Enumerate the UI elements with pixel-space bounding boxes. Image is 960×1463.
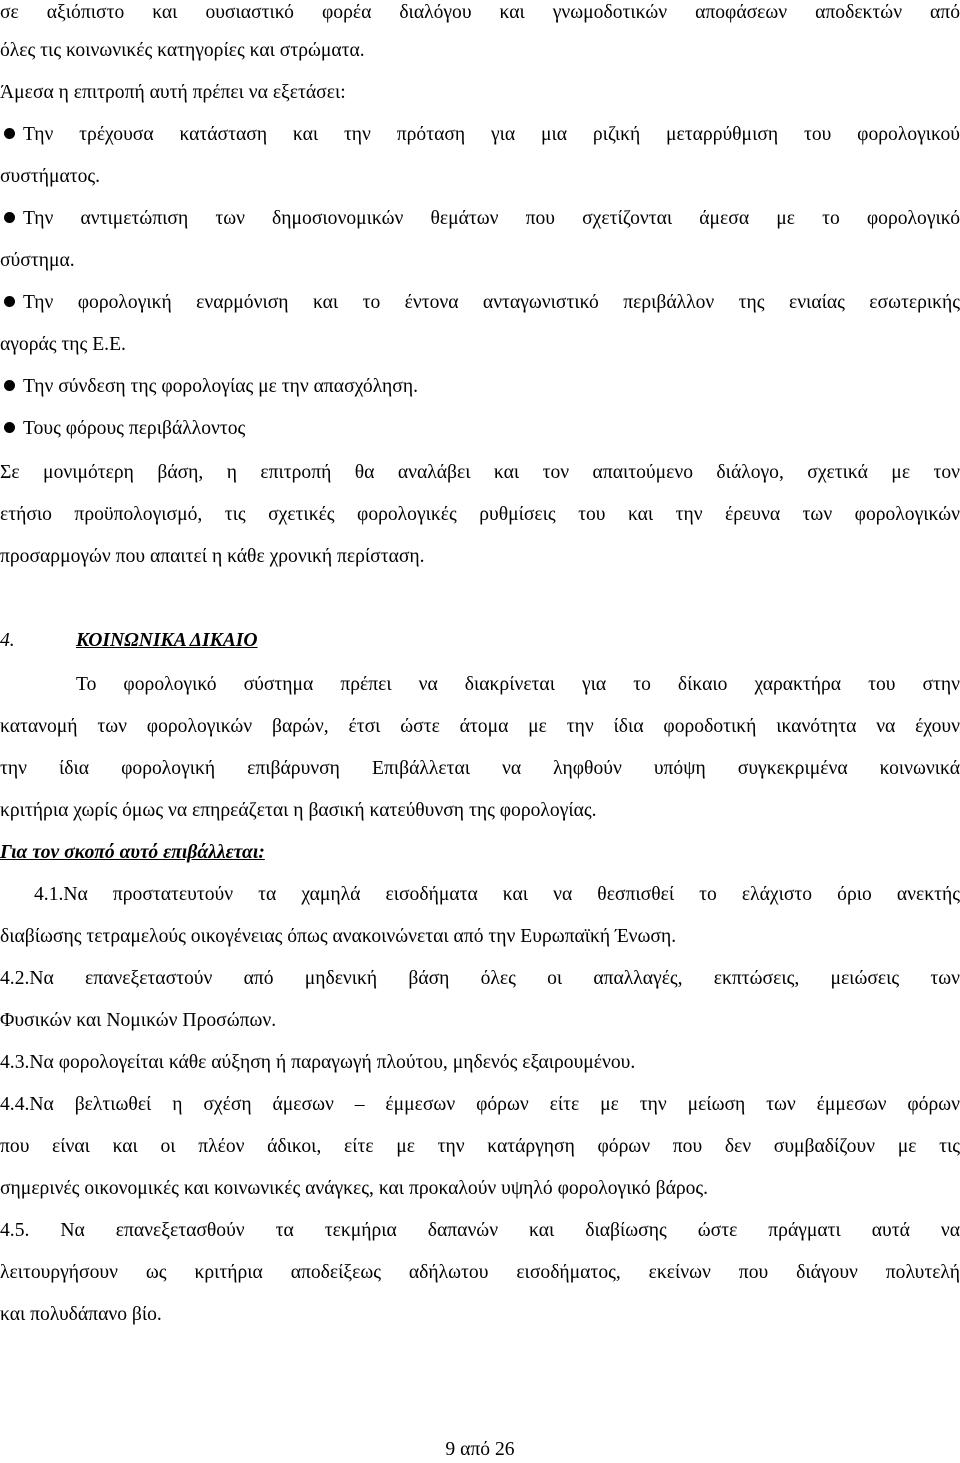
list-item: 4.1.Να προστατευτούν τα χαμηλά εισοδήματα και να θεσπισθεί το ελάχιστο όριο ανεκτής <box>34 884 960 905</box>
intro-line: Άμεσα η επιτροπή αυτή πρέπει να εξετάσει: <box>0 82 346 103</box>
bullet-text: Την τρέχουσα κατάσταση και την πρόταση για μια ριζική μεταρρύθμιση του φορολογικού <box>23 124 960 145</box>
bullet-item <box>0 206 960 232</box>
purpose-heading-text: Για τον σκοπό αυτό επιβάλλεται: <box>0 842 265 863</box>
bullet-text: Την αντιμετώπιση των δημοσιονομικών θεμάτων που σχετίζονται άμεσα με το φορολογικό <box>23 208 960 229</box>
section-title: ΚΟΙΝΩΝΙΚΑ ΔΙΚΑΙΟ <box>76 630 258 651</box>
bullet-text: Την φορολογική εναρμόνιση και το έντονα ανταγωνιστικό περιβάλλον της ενιαίας εσωτερικής <box>23 292 960 313</box>
list-item-continuation: που είναι και οι πλέον άδικοι, είτε με την κατάργηση φόρων που δεν συμβαδίζουν με τις <box>0 1136 960 1157</box>
paragraph-line: κριτήρια χωρίς όμως να επηρεάζεται η βασική κατεύθυνση της φορολογίας. <box>0 800 597 821</box>
bullet-item <box>0 122 960 148</box>
list-item-continuation: και πολυδάπανο βίο. <box>0 1304 162 1325</box>
bullet-dot-icon <box>4 128 15 139</box>
list-item-continuation: διαβίωσης τετραμελούς οικογένειας όπως ανακοινώνεται από την Ευρωπαϊκή Ένωση. <box>0 926 677 947</box>
bullet-continuation: συστήματος. <box>0 166 101 187</box>
list-item: 4.4.Να βελτιωθεί η σχέση άμεσων – έμμεσων φόρων είτε με την μείωση των έμμεσων φόρων <box>0 1094 960 1115</box>
bullet-dot-icon <box>4 422 15 433</box>
bullet-item <box>0 416 960 442</box>
list-item: 4.2.Να επανεξεταστούν από μηδενική βάση όλες οι απαλλαγές, εκπτώσεις, μειώσεις των <box>0 968 960 989</box>
bullet-dot-icon <box>4 296 15 307</box>
list-item: 4.3.Να φορολογείται κάθε αύξηση ή παραγωγή πλούτου, μηδενός εξαιρουμένου. <box>0 1052 636 1073</box>
list-item-continuation: Φυσικών και Νομικών Προσώπων. <box>0 1010 277 1031</box>
paragraph-line: προσαρμογών που απαιτεί η κάθε χρονική περίσταση. <box>0 546 425 567</box>
paragraph-line: Το φορολογικό σύστημα πρέπει να διακρίνεται για το δίκαιο χαρακτήρα του στην <box>76 674 960 695</box>
bullet-text: Τους φόρους περιβάλλοντος <box>23 418 246 439</box>
list-item-continuation: λειτουργήσουν ως κριτήρια αποδείξεως αδήλωτου εισοδήματος, εκείνων που διάγουν πολυτελή <box>0 1262 960 1283</box>
bullet-text: Την σύνδεση της φορολογίας με την απασχόληση. <box>23 376 418 397</box>
page-number: 9 από 26 <box>445 1439 515 1460</box>
section-number: 4. <box>0 630 15 651</box>
paragraph-line: ετήσιο προϋπολογισμό, τις σχετικές φορολογικές ρυθμίσεις του και την έρευνα των φορολογικών <box>0 504 960 525</box>
paragraph-line: κατανομή των φορολογικών βαρών, έτσι ώστε άτομα με την ίδια φοροδοτική ικανότητα να έχουν <box>0 716 960 737</box>
bullet-continuation: σύστημα. <box>0 250 75 271</box>
intro-line: όλες τις κοινωνικές κατηγορίες και στρώματα. <box>0 40 365 61</box>
bullet-dot-icon <box>4 380 15 391</box>
purpose-heading <box>0 840 960 866</box>
list-item: 4.5. Να επανεξετασθούν τα τεκμήρια δαπανών και διαβίωσης ώστε πράγματι αυτά να <box>0 1220 960 1241</box>
list-item-continuation: σημερινές οικονομικές και κοινωνικές ανάγκες, και προκαλούν υψηλό φορολογικό βάρος. <box>0 1178 709 1199</box>
bullet-item <box>0 374 960 400</box>
section-heading <box>0 628 960 654</box>
bullet-dot-icon <box>4 212 15 223</box>
intro-line: σε αξιόπιστο και ουσιαστικό φορέα διαλόγου και γνωμοδοτικών αποφάσεων αποδεκτών από <box>0 2 960 23</box>
paragraph-line: Σε μονιμότερη βάση, η επιτροπή θα αναλάβει και τον απαιτούμενο διάλογο, σχετικά με τον <box>0 462 960 483</box>
bullet-continuation: αγοράς της Ε.Ε. <box>0 334 126 355</box>
paragraph-line: την ίδια φορολογική επιβάρυνση Επιβάλλεται να ληφθούν υπόψη συγκεκριμένα κοινωνικά <box>0 758 960 779</box>
bullet-item <box>0 290 960 316</box>
